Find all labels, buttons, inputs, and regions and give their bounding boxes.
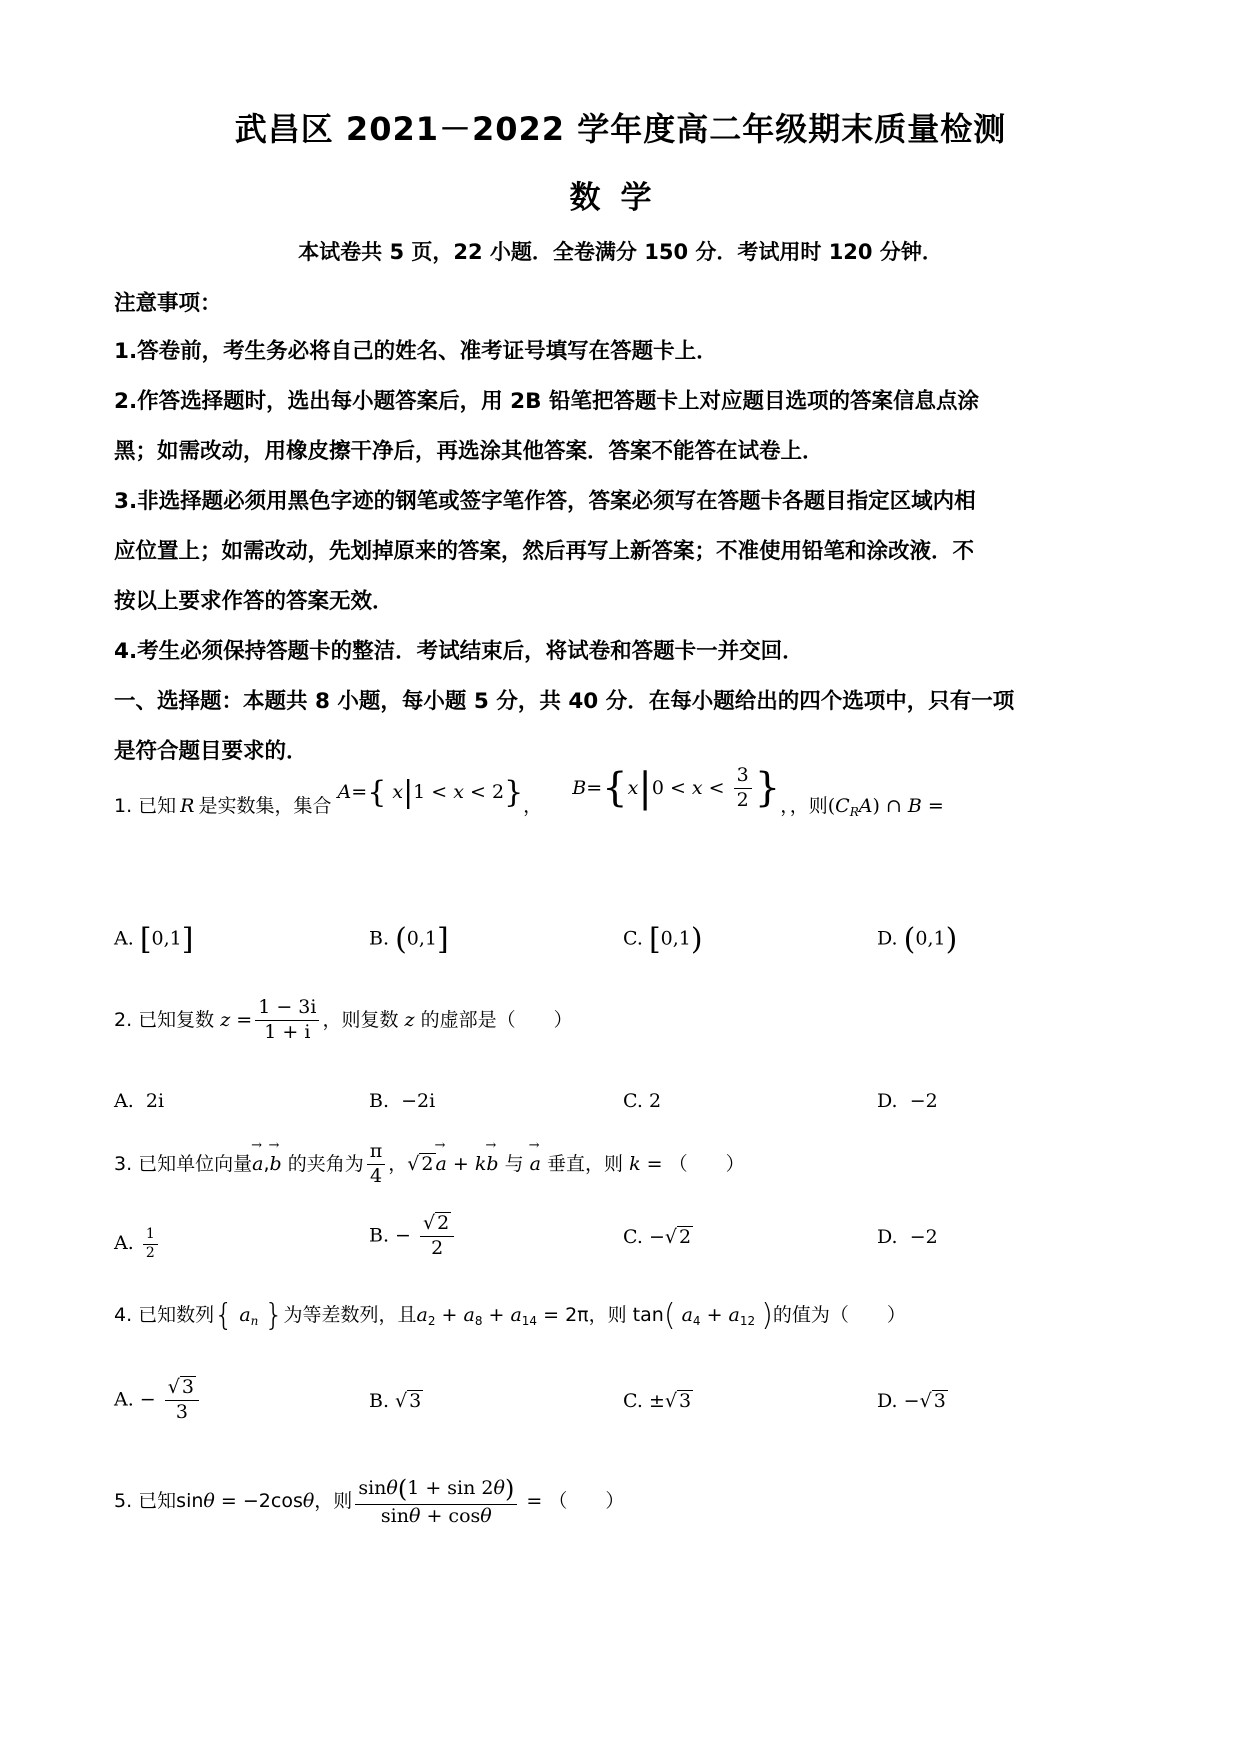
option-a: A. 2i — [114, 1090, 165, 1112]
option-c: C. 2 — [623, 1090, 662, 1112]
option-a: A. − $\frac{√ 3}{3}$ — [114, 1376, 202, 1425]
option-d: D. −√ 3 — [877, 1390, 946, 1412]
note-line: 4.考生必须保持答题卡的整洁．考试结束后，将试卷和答题卡一并交回． — [114, 639, 804, 664]
option-c: C. −√ 2 — [623, 1226, 692, 1248]
exam-intro: 本试卷共 5 页，22 小题．全卷满分 150 分．考试用时 120 分钟． — [298, 240, 943, 264]
note-line: 1.答卷前，考生务必将自己的姓名、准考证号填写在答题卡上． — [114, 339, 718, 364]
question-1: 1. 已知 R 是实数集，集合 A={ x|1 < x < 2}， B={x|0 < x < $\frac{3}{2}$ }，，则$(C_RA)$ ∩ B = — [114, 764, 944, 819]
question-prefix: 1. 已知 — [114, 794, 177, 817]
note-line: 黑；如需改动，用橡皮擦干净后，再选涂其他答案．答案不能答在试卷上． — [114, 439, 824, 464]
notes-heading: 注意事项： — [114, 291, 222, 316]
note-line: 2.作答选择题时，选出每小题答案后，用 2B 铅笔把答题卡上对应题目选项的答案信息点涂 — [114, 389, 979, 414]
question-3: 3. 已知单位向量→ a,→ b 的夹角为 $\frac{\pi}{4}$ ，√ 2→ a + k→ b 与 → a 垂直，则 k = （ ） — [114, 1140, 745, 1189]
note-line: 应位置上；如需改动，先划掉原来的答案，然后再写上新答案；不准使用铅笔和涂改液．不 — [114, 539, 975, 564]
option-b: B. √ 3 — [369, 1390, 422, 1412]
subject-title: 数学 — [569, 180, 672, 216]
option-d: D. −2 — [877, 1226, 938, 1248]
note-line: 按以上要求作答的答案无效． — [114, 589, 394, 614]
option-a: A. [0,1] — [114, 922, 194, 957]
question-5: 5. 已知sinθ = −2cosθ，则 $\frac{\sin\theta(1 + \sin 2\theta)}{\sin\theta + \cos\theta}$ = （ ） — [114, 1475, 625, 1527]
question-4: 4. 已知数列{ $a_n$ }为等差数列，且$a_2 + a_8 + a_{14} = 2\pi$，则 tan( $a_4 + a_{12}$ )的值为（ ） — [114, 1298, 906, 1333]
section-heading: 是符合题目要求的． — [114, 739, 308, 764]
option-d: D. −2 — [877, 1090, 938, 1112]
exam-title: 武昌区 2021－2022 学年度高二年级期末质量检测 — [234, 110, 1007, 148]
note-line: 3.非选择题必须用黑色字迹的钢笔或签字笔作答，答案必须写在答题卡各题目指定区域内相 — [114, 489, 976, 514]
question-2: 2. 已知复数 z = $\frac{1 - 3i}{1 + i}$ ，则复数 z 的虚部是（ ） — [114, 996, 573, 1043]
question-text: ，则 — [789, 794, 828, 817]
option-b: B. (0,1] — [369, 922, 449, 957]
section-heading: 一、选择题：本题共 8 小题，每小题 5 分，共 40 分．在每小题给出的四个选项中，只有一项 — [114, 689, 1015, 714]
option-d: D. (0,1) — [877, 922, 958, 957]
option-a: A. $\frac{1}{2}$ — [114, 1226, 161, 1262]
option-c: C. [0,1) — [623, 922, 703, 957]
option-c: C. ±√ 3 — [623, 1390, 692, 1412]
option-b: B. −2i — [369, 1090, 436, 1112]
question-text: 是实数集，集合 — [198, 794, 332, 817]
option-b: B. − $\frac{√ 2}{2}$ — [369, 1212, 457, 1261]
